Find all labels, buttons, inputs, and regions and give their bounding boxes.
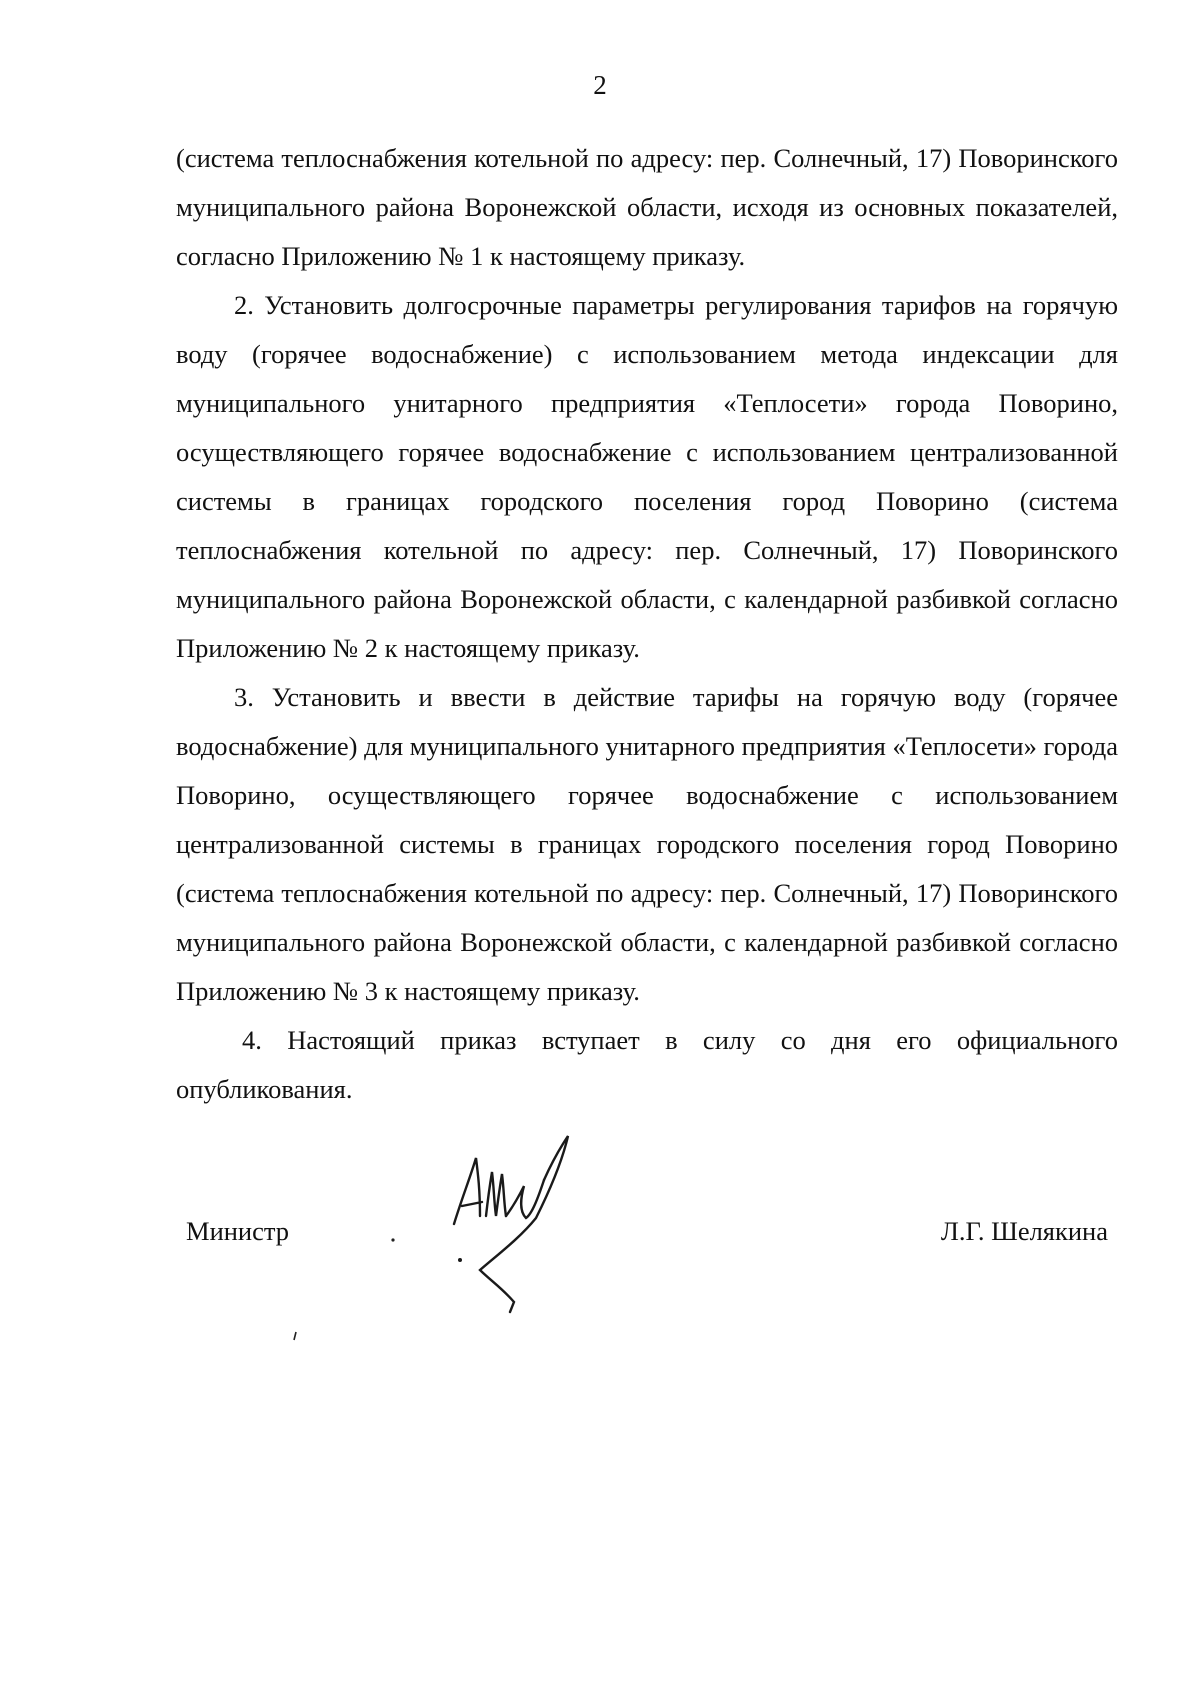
signature-block (0, 1128, 1200, 1348)
paragraph-continuation: (система теплоснабжения котельной по адресу: пер. Солнечный, 17) Поворинского муниципального района Воронежской области, исходя из основных показателей, согласно Приложению № 1 к настоящему приказу. (176, 143, 1118, 271)
paragraph-item-4: 4. Настоящий приказ вступает в силу со дня его официального опубликования. (176, 1025, 1118, 1104)
signatory-position: Министр (186, 1216, 290, 1246)
paragraph-item-2: 2. Установить долгосрочные параметры регулирования тарифов на горячую воду (горячее водоснабжение) с использованием метода индексации для муниципального унитарного предприятия «Теплосети» города Поворино, осуществляющего горячее водоснабжение с использованием централизованной системы в границах городского поселения город Поворино (система теплоснабжения котельной по адресу: пер. Солнечный, 17) Поворинского муниципального района Воронежской области, с календарной разбивкой согласно Приложению № 2 к настоящему приказу. (176, 290, 1118, 663)
signatory-name: Л.Г. Шелякина (940, 1216, 1108, 1246)
handwritten-signature (440, 1128, 610, 1328)
document-body (176, 134, 1118, 1114)
page-number: 2 (593, 70, 607, 100)
paragraph-item-3: 3. Установить и ввести в действие тарифы на горячую воду (горячее водоснабжение) для муниципального унитарного предприятия «Теплосети» города Поворино, осуществляющего горячее водоснабжение с использованием централизованной системы в границах городского поселения город Поворино (система теплоснабжения котельной по адресу: пер. Солнечный, 17) Поворинского муниципального района Воронежской области, с календарной разбивкой согласно Приложению № 3 к настоящему приказу. (176, 682, 1118, 1006)
